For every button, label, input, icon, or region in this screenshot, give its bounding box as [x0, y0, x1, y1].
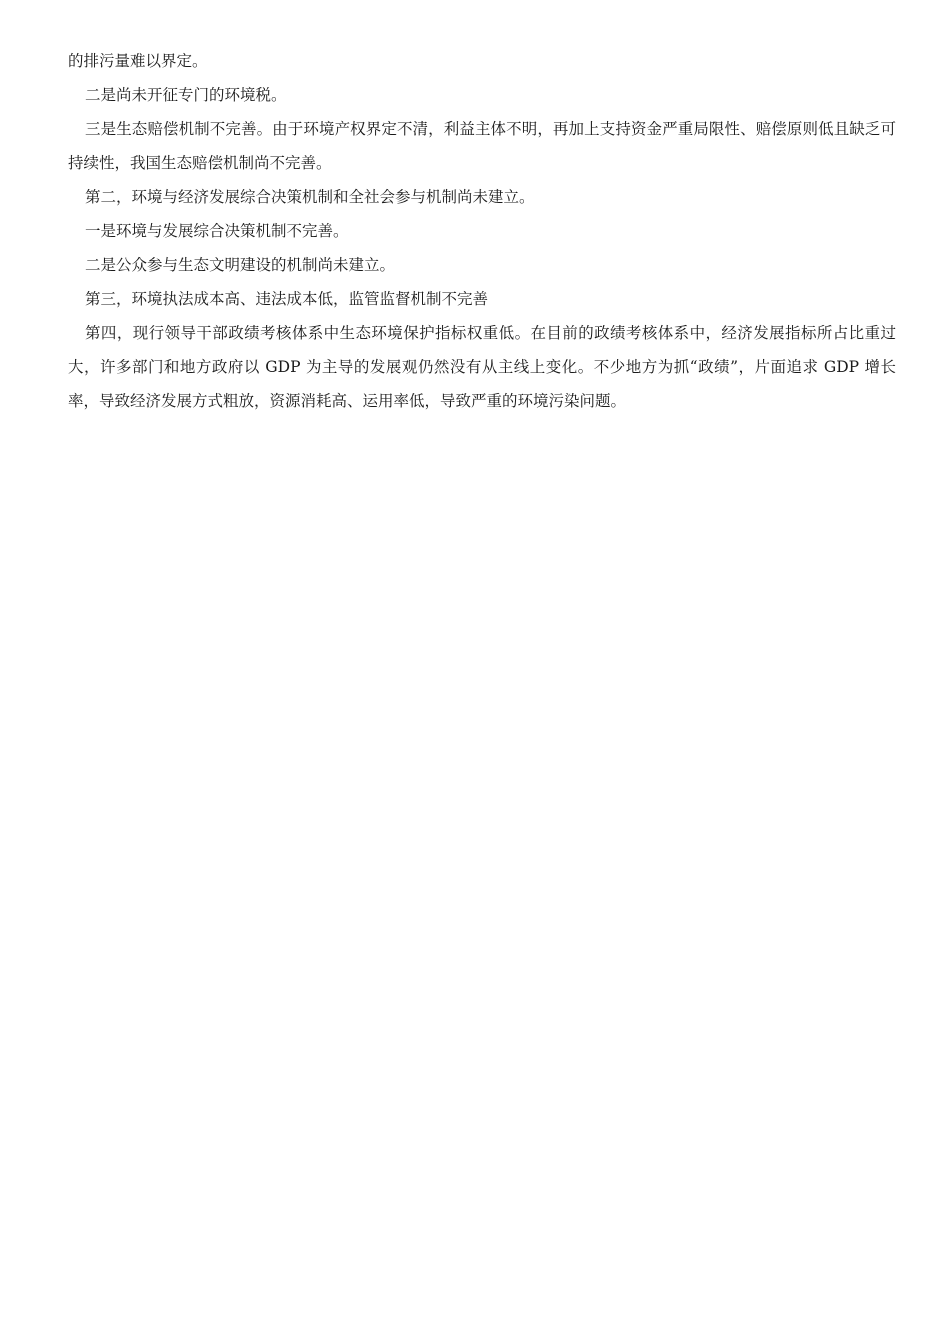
paragraph-environment-tax: 二是尚未开征专门的环境税。	[85, 86, 287, 104]
paragraph-second-point: 第二，环境与经济发展综合决策机制和全社会参与机制尚未建立。	[85, 188, 535, 206]
paragraph-eco-compensation: 三是生态赔偿机制不完善。由于环境产权界定不清，利益主体不明，再加上支持资金严重局限性、赔偿原则低且缺乏可持续性，我国生态赔偿机制尚不完善。	[68, 120, 896, 172]
document-page	[68, 44, 896, 418]
paragraph-continuation: 的排污量难以界定。	[68, 52, 208, 70]
paragraph-public-participation: 二是公众参与生态文明建设的机制尚未建立。	[85, 256, 396, 274]
paragraph-decision-mechanism: 一是环境与发展综合决策机制不完善。	[85, 222, 349, 240]
paragraph-third-point: 第三，环境执法成本高、违法成本低，监管监督机制不完善	[85, 290, 489, 308]
paragraph-fourth-point: 第四，现行领导干部政绩考核体系中生态环境保护指标权重低。在目前的政绩考核体系中，经济发展指标所占比重过大，许多部门和地方政府以 GDP 为主导的发展观仍然没有从主线上变化。不少地方为抓“政绩”，片面追求 GDP 增长率，导致经济发展方式粗放，资源消耗高、运用率低，导致严重的环境污染问题。	[68, 324, 896, 410]
